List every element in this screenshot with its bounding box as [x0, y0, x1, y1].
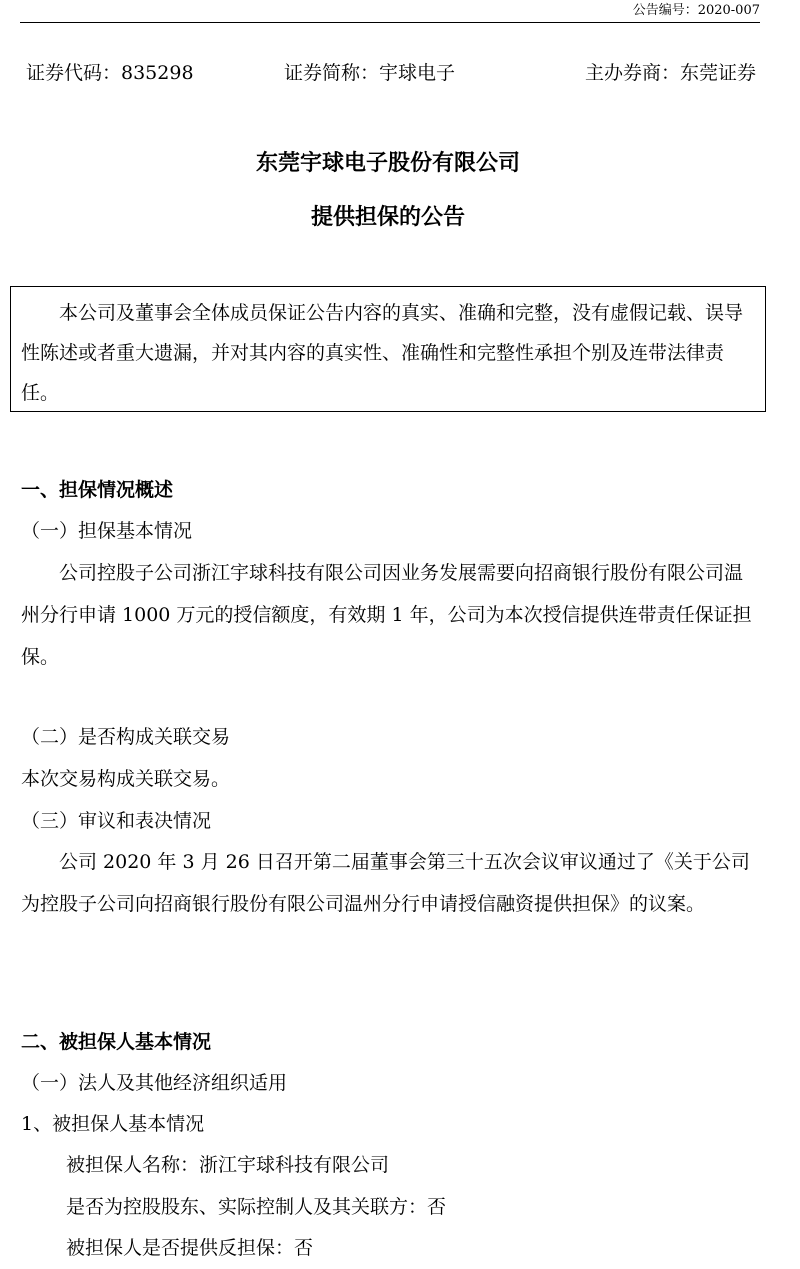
- security-abbreviation: 证券简称：宇球电子: [284, 62, 456, 84]
- board-guarantee-notice: 本公司及董事会全体成员保证公告内容的真实、准确和完整，没有虚假记载、误导性陈述或者重大遗漏，并对其内容的真实性、准确性和完整性承担个别及连带法律责任。: [10, 286, 766, 412]
- guaranteed-party-name: 被担保人名称：浙江宇球科技有限公司: [66, 1154, 390, 1176]
- section2-heading: 二、被担保人基本情况: [21, 1031, 212, 1053]
- section2-sub1-heading: （一）法人及其他经济组织适用: [21, 1072, 288, 1094]
- security-code: 证券代码：835298: [26, 62, 194, 84]
- section1-heading: 一、担保情况概述: [21, 479, 174, 501]
- section1-sub1-body: 公司控股子公司浙江宇球科技有限公司因业务发展需要向招商银行股份有限公司温州分行申请 1000 万元的授信额度，有效期 1 年，公司为本次授信提供连带责任保证担保。: [21, 562, 752, 668]
- section1-sub3-body: 公司 2020 年 3 月 26 日召开第二届董事会第三十五次会议审议通过了《关于公司为控股子公司向招商银行股份有限公司温州分行申请授信融资提供担保》的议案。: [21, 851, 750, 915]
- section2-item1-heading: 1、被担保人基本情况: [21, 1113, 205, 1135]
- section1-sub3-heading: （三）审议和表决情况: [21, 810, 212, 832]
- section1-sub1-heading: （一）担保基本情况: [21, 520, 193, 542]
- announcement-title: 提供担保的公告: [310, 204, 465, 230]
- section1-sub2-heading: （二）是否构成关联交易: [21, 726, 231, 748]
- header-rule: [20, 22, 760, 23]
- company-title: 东莞宇球电子股份有限公司: [255, 150, 520, 176]
- guaranteed-party-related: 是否为控股股东、实际控制人及其关联方：否: [66, 1196, 447, 1218]
- sponsor-broker: 主办券商：东莞证券: [584, 62, 756, 84]
- announcement-number: 公告编号：2020-007: [632, 3, 760, 18]
- guaranteed-party-counter-guarantee: 被担保人是否提供反担保：否: [66, 1237, 314, 1259]
- section1-sub2-body: 本次交易构成关联交易。: [21, 768, 231, 790]
